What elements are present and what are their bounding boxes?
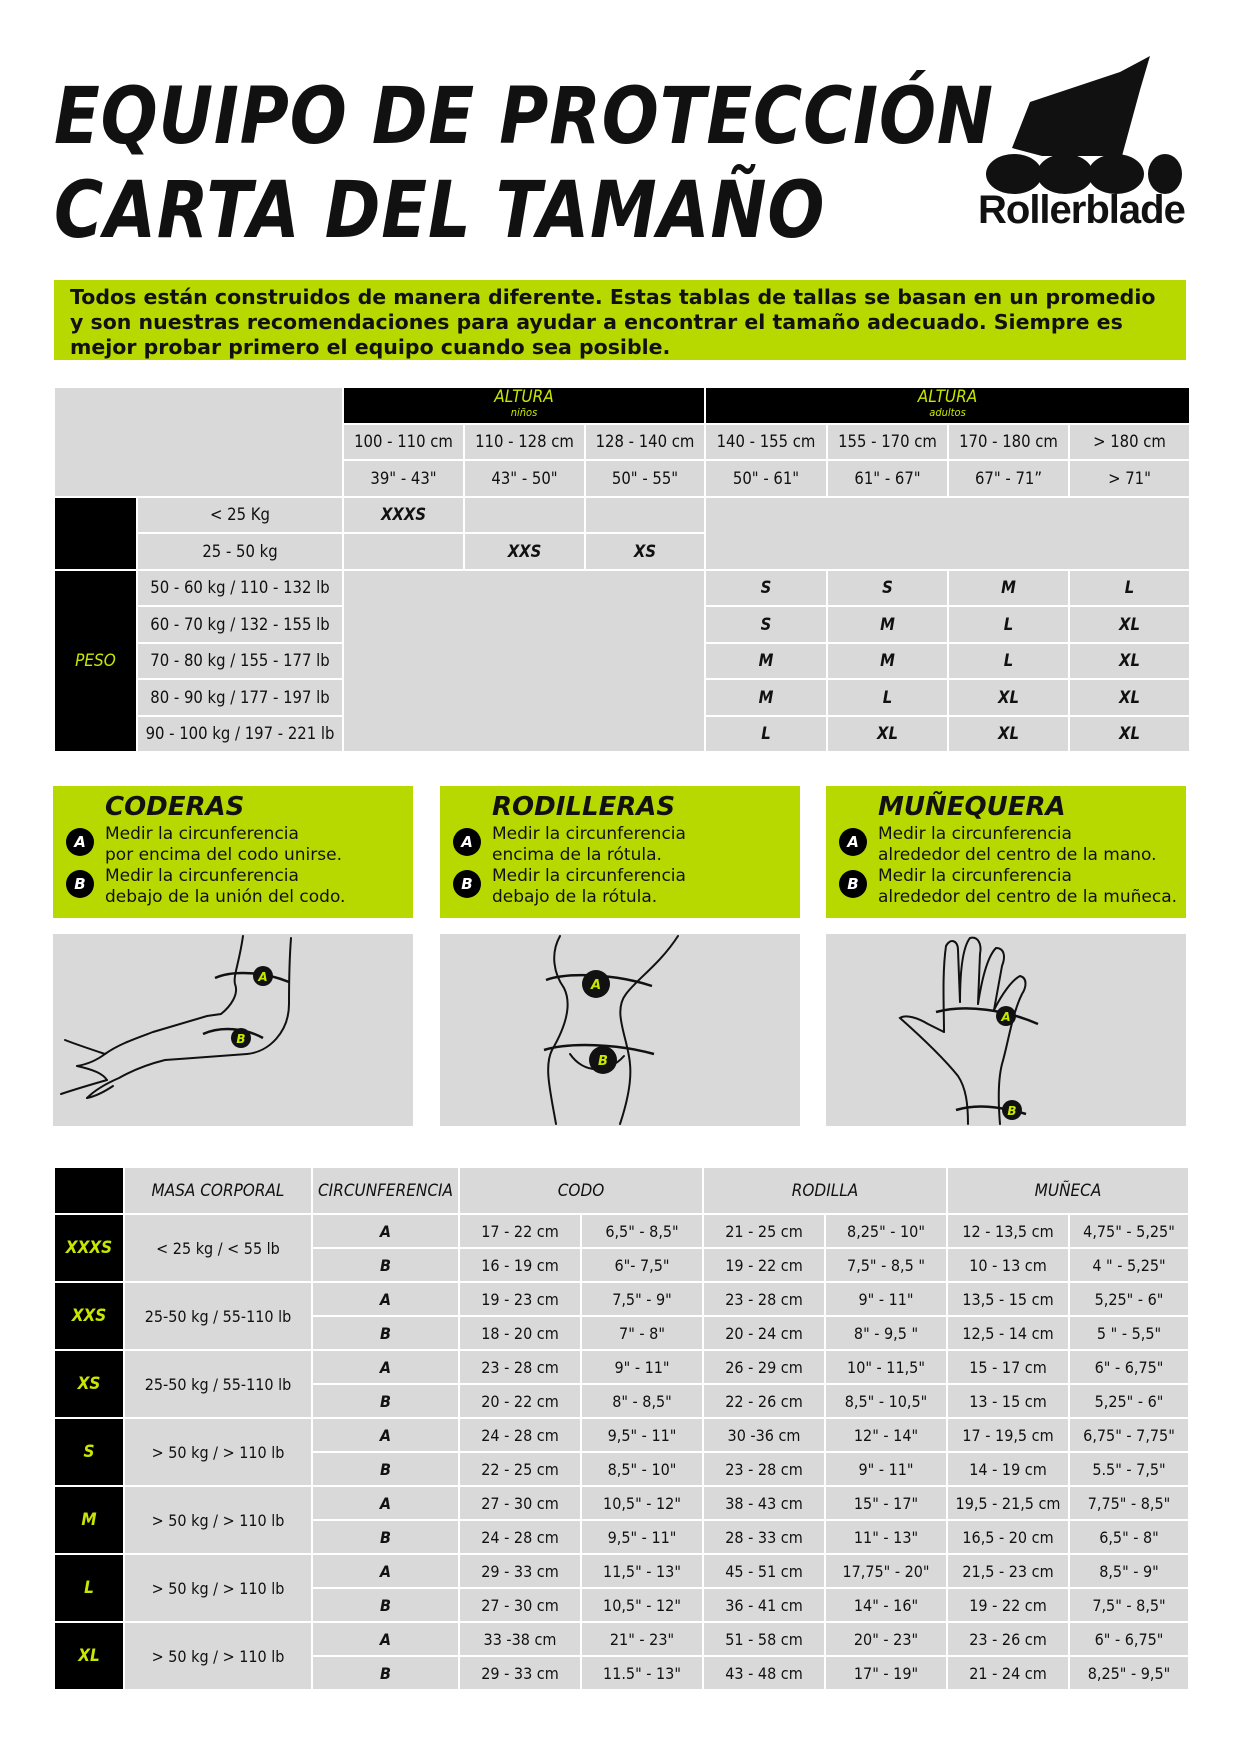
circumference-a: A bbox=[312, 1350, 459, 1384]
height-in: 61" - 67" bbox=[827, 460, 948, 497]
card-title: CODERAS bbox=[105, 792, 245, 822]
size-cell: L bbox=[948, 643, 1069, 680]
body-mass-cell: > 50 kg / > 110 lb bbox=[124, 1554, 312, 1622]
measure-cell: 5.5" - 7,5" bbox=[1069, 1452, 1189, 1486]
svg-text:A: A bbox=[258, 970, 268, 984]
measure-cell: 43 - 48 cm bbox=[703, 1656, 825, 1690]
weight-cell: 80 - 90 kg / 177 - 197 lb bbox=[137, 679, 343, 716]
measurement-table bbox=[53, 1166, 1190, 1691]
measure-cell: 5 " - 5,5" bbox=[1069, 1316, 1189, 1350]
knee-icon bbox=[440, 934, 800, 1126]
measure-cell: 22 - 25 cm bbox=[459, 1452, 581, 1486]
height-cm: > 180 cm bbox=[1069, 424, 1190, 461]
measure-cell: 4,75" - 5,25" bbox=[1069, 1214, 1189, 1248]
size-cell: M bbox=[705, 679, 827, 716]
size-cell bbox=[464, 497, 585, 534]
measure-cell: 13,5 - 15 cm bbox=[947, 1282, 1069, 1316]
weight-cell: < 25 Kg bbox=[137, 497, 343, 534]
size-label: L bbox=[54, 1554, 124, 1622]
size-cell: M bbox=[948, 570, 1069, 607]
wrist-card bbox=[826, 786, 1186, 918]
height-cm: 140 - 155 cm bbox=[705, 424, 827, 461]
measure-cell: 15 - 17 cm bbox=[947, 1350, 1069, 1384]
size-label: XS bbox=[54, 1350, 124, 1418]
size-cell: M bbox=[705, 643, 827, 680]
measure-cell: 7,75" - 8,5" bbox=[1069, 1486, 1189, 1520]
empty-block bbox=[705, 497, 1190, 570]
measure-cell: 14" - 16" bbox=[825, 1588, 947, 1622]
circumference-a: A bbox=[312, 1418, 459, 1452]
measure-cell: 8,25" - 10" bbox=[825, 1214, 947, 1248]
measure-cell: 6" - 6,75" bbox=[1069, 1622, 1189, 1656]
circumference-b: B bbox=[312, 1384, 459, 1418]
measure-cell: 6,5" - 8" bbox=[1069, 1520, 1189, 1554]
height-cm: 170 - 180 cm bbox=[948, 424, 1069, 461]
measure-cell: 33 -38 cm bbox=[459, 1622, 581, 1656]
measure-cell: 21 - 25 cm bbox=[703, 1214, 825, 1248]
title-line-1: EQUIPO DE PROTECCIÓN bbox=[54, 72, 994, 162]
measure-cell: 6" - 6,75" bbox=[1069, 1350, 1189, 1384]
size-cell: L bbox=[827, 679, 948, 716]
measure-cell: 10 - 13 cm bbox=[947, 1248, 1069, 1282]
measure-cell: 27 - 30 cm bbox=[459, 1588, 581, 1622]
logo-wordmark: Rollerblade bbox=[978, 188, 1185, 232]
hand-icon bbox=[826, 934, 1186, 1126]
measure-cell: 24 - 28 cm bbox=[459, 1520, 581, 1554]
height-cm: 110 - 128 cm bbox=[464, 424, 585, 461]
measure-cell: 30 -36 cm bbox=[703, 1418, 825, 1452]
size-cell: XL bbox=[1069, 679, 1190, 716]
circumference-b: B bbox=[312, 1316, 459, 1350]
measure-cell: 28 - 33 cm bbox=[703, 1520, 825, 1554]
measure-cell: 4 " - 5,25" bbox=[1069, 1248, 1189, 1282]
measure-cell: 23 - 26 cm bbox=[947, 1622, 1069, 1656]
kids-height-header: ALTURA niños bbox=[343, 387, 705, 424]
circumference-b: B bbox=[312, 1656, 459, 1690]
measure-cell: 6"- 7,5" bbox=[581, 1248, 703, 1282]
size-cell: XL bbox=[1069, 716, 1190, 753]
size-cell: XL bbox=[1069, 606, 1190, 643]
measure-cell: 11" - 13" bbox=[825, 1520, 947, 1554]
measure-cell: 7" - 8" bbox=[581, 1316, 703, 1350]
height-in: 50" - 61" bbox=[705, 460, 827, 497]
size-label: XL bbox=[54, 1622, 124, 1690]
measure-cell: 36 - 41 cm bbox=[703, 1588, 825, 1622]
measure-cell: 5,25" - 6" bbox=[1069, 1282, 1189, 1316]
size-cell: XXS bbox=[464, 533, 585, 570]
measure-cell: 8" - 8,5" bbox=[581, 1384, 703, 1418]
step-b: Medir la circunferencia debajo de la unión del codo. bbox=[105, 866, 346, 907]
measure-cell: 9,5" - 11" bbox=[581, 1520, 703, 1554]
measure-cell: 38 - 43 cm bbox=[703, 1486, 825, 1520]
height-in: 50" - 55" bbox=[585, 460, 705, 497]
measure-cell: 7,5" - 9" bbox=[581, 1282, 703, 1316]
size-cell: XXXS bbox=[343, 497, 464, 534]
measure-cell: 8,5" - 10" bbox=[581, 1452, 703, 1486]
step-b: Medir la circunferencia alrededor del centro de la muñeca. bbox=[878, 866, 1178, 907]
badge-b-icon: B bbox=[453, 870, 481, 898]
header-wrist: MUÑECA bbox=[947, 1167, 1189, 1214]
badge-a-icon: A bbox=[839, 828, 867, 856]
size-cell: M bbox=[827, 606, 948, 643]
badge-b-icon: B bbox=[839, 870, 867, 898]
measure-cell: 21" - 23" bbox=[581, 1622, 703, 1656]
weight-cell: 50 - 60 kg / 110 - 132 lb bbox=[137, 570, 343, 607]
measure-cell: 15" - 17" bbox=[825, 1486, 947, 1520]
intro-text: Todos están construidos de manera diferente. Estas tablas de tallas se basan en un promedio y son nuestras recomendaciones para ayudar a encontrar el tamaño adecuado. Siempre es mejor probar primero el equipo cuando sea posible. bbox=[54, 280, 1186, 360]
measure-cell: 17 - 19,5 cm bbox=[947, 1418, 1069, 1452]
arm-icon bbox=[53, 934, 413, 1126]
circumference-a: A bbox=[312, 1486, 459, 1520]
measure-cell: 7,5" - 8,5" bbox=[1069, 1588, 1189, 1622]
measure-cell: 6,5" - 8,5" bbox=[581, 1214, 703, 1248]
measure-cell: 9" - 11" bbox=[825, 1282, 947, 1316]
height-cm: 155 - 170 cm bbox=[827, 424, 948, 461]
body-mass-cell: > 50 kg / > 110 lb bbox=[124, 1622, 312, 1690]
measure-cell: 20" - 23" bbox=[825, 1622, 947, 1656]
elbow-card bbox=[53, 786, 413, 918]
measure-cell: 27 - 30 cm bbox=[459, 1486, 581, 1520]
page-title bbox=[54, 70, 994, 258]
size-chart-table bbox=[53, 386, 1191, 753]
measure-cell: 8" - 9,5 " bbox=[825, 1316, 947, 1350]
knee-card bbox=[440, 786, 800, 918]
measure-cell: 9,5" - 11" bbox=[581, 1418, 703, 1452]
wrist-illustration bbox=[826, 934, 1186, 1126]
header-mass: MASA CORPORAL bbox=[124, 1167, 312, 1214]
body-mass-cell: 25-50 kg / 55-110 lb bbox=[124, 1282, 312, 1350]
height-in: 67" - 71” bbox=[948, 460, 1069, 497]
card-title: MUÑEQUERA bbox=[878, 792, 1066, 822]
circumference-a: A bbox=[312, 1282, 459, 1316]
header-circumference: CIRCUNFERENCIA bbox=[312, 1167, 459, 1214]
step-a: Medir la circunferencia por encima del codo unirse. bbox=[105, 824, 342, 865]
size-label: M bbox=[54, 1486, 124, 1554]
size-cell: S bbox=[705, 606, 827, 643]
measure-cell: 13 - 15 cm bbox=[947, 1384, 1069, 1418]
height-cm: 100 - 110 cm bbox=[343, 424, 464, 461]
weight-cell: 60 - 70 kg / 132 - 155 lb bbox=[137, 606, 343, 643]
size-cell: XS bbox=[585, 533, 705, 570]
measure-cell: 5,25" - 6" bbox=[1069, 1384, 1189, 1418]
body-mass-cell: > 50 kg / > 110 lb bbox=[124, 1418, 312, 1486]
size-cell: L bbox=[705, 716, 827, 753]
size-cell: XL bbox=[1069, 643, 1190, 680]
measure-cell: 21,5 - 23 cm bbox=[947, 1554, 1069, 1588]
size-cell bbox=[343, 533, 464, 570]
measure-cell: 26 - 29 cm bbox=[703, 1350, 825, 1384]
size-label: S bbox=[54, 1418, 124, 1486]
measure-cell: 10" - 11,5" bbox=[825, 1350, 947, 1384]
measure-cell: 19,5 - 21,5 cm bbox=[947, 1486, 1069, 1520]
measure-cell: 23 - 28 cm bbox=[459, 1350, 581, 1384]
adults-height-header: ALTURA adultos bbox=[705, 387, 1190, 424]
card-title: RODILLERAS bbox=[492, 792, 676, 822]
measure-cell: 14 - 19 cm bbox=[947, 1452, 1069, 1486]
circumference-a: A bbox=[312, 1554, 459, 1588]
empty-block bbox=[343, 570, 705, 753]
body-mass-cell: < 25 kg / < 55 lb bbox=[124, 1214, 312, 1282]
measure-cell: 20 - 24 cm bbox=[703, 1316, 825, 1350]
size-cell: XL bbox=[948, 716, 1069, 753]
weight-cell: 90 - 100 kg / 197 - 221 lb bbox=[137, 716, 343, 753]
measure-cell: 12,5 - 14 cm bbox=[947, 1316, 1069, 1350]
header-knee: RODILLA bbox=[703, 1167, 947, 1214]
circumference-b: B bbox=[312, 1452, 459, 1486]
size-cell: XL bbox=[827, 716, 948, 753]
height-in: 39" - 43" bbox=[343, 460, 464, 497]
measure-cell: 19 - 22 cm bbox=[947, 1588, 1069, 1622]
measure-cell: 24 - 28 cm bbox=[459, 1418, 581, 1452]
weight-label-spacer bbox=[54, 497, 137, 570]
measure-cell: 51 - 58 cm bbox=[703, 1622, 825, 1656]
measure-cell: 29 - 33 cm bbox=[459, 1656, 581, 1690]
measure-cell: 20 - 22 cm bbox=[459, 1384, 581, 1418]
body-mass-cell: 25-50 kg / 55-110 lb bbox=[124, 1350, 312, 1418]
measure-cell: 19 - 23 cm bbox=[459, 1282, 581, 1316]
table-corner bbox=[54, 387, 343, 497]
measure-cell: 9" - 11" bbox=[825, 1452, 947, 1486]
measure-cell: 21 - 24 cm bbox=[947, 1656, 1069, 1690]
step-a: Medir la circunferencia alrededor del centro de la mano. bbox=[878, 824, 1157, 865]
measure-cell: 23 - 28 cm bbox=[703, 1452, 825, 1486]
size-cell: S bbox=[705, 570, 827, 607]
size-cell: L bbox=[948, 606, 1069, 643]
knee-illustration bbox=[440, 934, 800, 1126]
step-b: Medir la circunferencia debajo de la rótula. bbox=[492, 866, 686, 907]
measure-cell: 17,75" - 20" bbox=[825, 1554, 947, 1588]
measure-cell: 45 - 51 cm bbox=[703, 1554, 825, 1588]
measure-cell: 17" - 19" bbox=[825, 1656, 947, 1690]
size-label: XXXS bbox=[54, 1214, 124, 1282]
svg-text:B: B bbox=[598, 1054, 608, 1069]
svg-text:A: A bbox=[590, 978, 602, 993]
header-elbow: CODO bbox=[459, 1167, 703, 1214]
circumference-b: B bbox=[312, 1520, 459, 1554]
weight-cell: 70 - 80 kg / 155 - 177 lb bbox=[137, 643, 343, 680]
measure-cell: 16 - 19 cm bbox=[459, 1248, 581, 1282]
measure-cell: 18 - 20 cm bbox=[459, 1316, 581, 1350]
measure-cell: 22 - 26 cm bbox=[703, 1384, 825, 1418]
badge-a-icon: A bbox=[453, 828, 481, 856]
measure-cell: 17 - 22 cm bbox=[459, 1214, 581, 1248]
measurement-rows bbox=[54, 1214, 1189, 1690]
measure-cell: 9" - 11" bbox=[581, 1350, 703, 1384]
size-label: XXS bbox=[54, 1282, 124, 1350]
height-cm: 128 - 140 cm bbox=[585, 424, 705, 461]
badge-b-icon: B bbox=[66, 870, 94, 898]
measure-cell: 10,5" - 12" bbox=[581, 1486, 703, 1520]
measure-cell: 16,5 - 20 cm bbox=[947, 1520, 1069, 1554]
svg-text:B: B bbox=[236, 1032, 246, 1046]
circumference-a: A bbox=[312, 1214, 459, 1248]
measure-cell: 23 - 28 cm bbox=[703, 1282, 825, 1316]
size-cell: L bbox=[1069, 570, 1190, 607]
size-cell bbox=[585, 497, 705, 534]
measure-cell: 8,5" - 9" bbox=[1069, 1554, 1189, 1588]
measure-cell: 12 - 13,5 cm bbox=[947, 1214, 1069, 1248]
header-corner bbox=[54, 1167, 124, 1214]
measure-cell: 8,25" - 9,5" bbox=[1069, 1656, 1189, 1690]
circumference-b: B bbox=[312, 1588, 459, 1622]
circumference-b: B bbox=[312, 1248, 459, 1282]
measure-cell: 12" - 14" bbox=[825, 1418, 947, 1452]
measure-cell: 29 - 33 cm bbox=[459, 1554, 581, 1588]
measure-cell: 7,5" - 8,5 " bbox=[825, 1248, 947, 1282]
step-a: Medir la circunferencia encima de la rótula. bbox=[492, 824, 686, 865]
badge-a-icon: A bbox=[66, 828, 94, 856]
svg-text:A: A bbox=[1001, 1010, 1011, 1024]
measure-cell: 11.5" - 13" bbox=[581, 1656, 703, 1690]
measure-cell: 11,5" - 13" bbox=[581, 1554, 703, 1588]
title-line-2: CARTA DEL TAMAÑO bbox=[54, 166, 826, 256]
size-cell: M bbox=[827, 643, 948, 680]
size-cell: XL bbox=[948, 679, 1069, 716]
height-in: 43" - 50" bbox=[464, 460, 585, 497]
size-cell: S bbox=[827, 570, 948, 607]
body-mass-cell: > 50 kg / > 110 lb bbox=[124, 1486, 312, 1554]
measure-cell: 6,75" - 7,75" bbox=[1069, 1418, 1189, 1452]
svg-text:B: B bbox=[1007, 1104, 1017, 1118]
measure-cell: 8,5" - 10,5" bbox=[825, 1384, 947, 1418]
circumference-a: A bbox=[312, 1622, 459, 1656]
weight-cell: 25 - 50 kg bbox=[137, 533, 343, 570]
measure-cell: 10,5" - 12" bbox=[581, 1588, 703, 1622]
elbow-illustration bbox=[53, 934, 413, 1126]
height-in: > 71" bbox=[1069, 460, 1190, 497]
weight-label: PESO bbox=[54, 570, 137, 753]
measure-cell: 19 - 22 cm bbox=[703, 1248, 825, 1282]
